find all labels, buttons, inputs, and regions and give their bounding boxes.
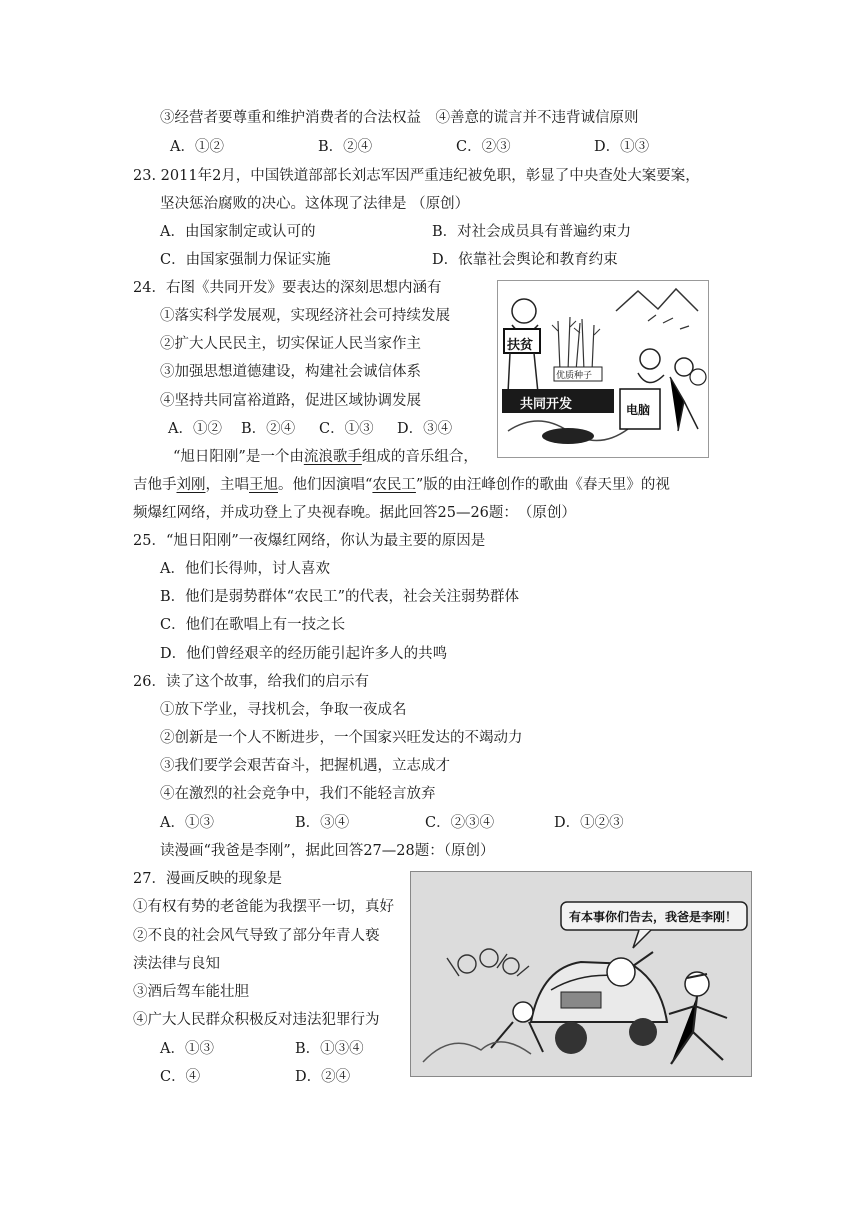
passage-text: ”版的由汪峰创作的歌曲《春天里》的视 <box>415 477 670 493</box>
passage-text: “旭日阳刚”是一个由 <box>173 449 304 465</box>
cartoon-label-seed: 优质种子 <box>556 371 593 381</box>
q25-option-a: A．他们长得帅，讨人喜欢 <box>160 561 330 577</box>
q27-option-d: D．②④ <box>295 1069 351 1085</box>
q27-option-a: A．①③ <box>160 1041 214 1057</box>
q27-item-1: ①有权有势的老爸能为我摆平一切，真好 <box>133 899 394 915</box>
q27-option-c: C．④ <box>160 1069 201 1085</box>
q23-option-d: D．依靠社会舆论和教育约束 <box>432 252 618 268</box>
q27-intro: 读漫画“我爸是李刚”，据此回答27—28题：（原创） <box>160 843 495 859</box>
q24-item-1: ①落实科学发展观，实现经济社会可持续发展 <box>160 308 450 324</box>
cartoon-label-computer: 电脑 <box>626 403 651 417</box>
q25-stem: 25．“旭日阳刚”一夜爆红网络，你认为最主要的原因是 <box>133 533 486 549</box>
q26-item-1: ①放下学业，寻找机会，争取一夜成名 <box>160 702 407 718</box>
q24-item-4: ④坚持共同富裕道路，促进区域协调发展 <box>160 393 421 409</box>
passage-text: 吉他手 <box>133 477 177 493</box>
q23-option-b: B．对社会成员具有普遍约束力 <box>432 224 632 240</box>
q23-option-c: C．由国家强制力保证实施 <box>160 252 331 268</box>
passage-underline: 农民工 <box>372 477 416 493</box>
q24-item-3: ③加强思想道德建设，构建社会诚信体系 <box>160 364 421 380</box>
passage-underline: 王旭 <box>249 477 278 493</box>
q27-item-2-cont: 渎法律与良知 <box>133 956 220 972</box>
passage-line2 <box>133 475 670 495</box>
passage-text: ，主唱 <box>205 477 249 493</box>
q25-option-d: D．他们曾经艰辛的经历能引起许多人的共鸣 <box>160 646 448 662</box>
q22-option-d: D．①③ <box>594 139 650 155</box>
cartoon-my-dad-is-ligang-drawing <box>411 872 751 1076</box>
passage-underline: 流浪歌手 <box>303 449 362 465</box>
q25-option-c: C．他们在歌唱上有一技之长 <box>160 617 346 633</box>
cartoon-joint-development <box>497 280 709 458</box>
passage-text: 组成的音乐组合， <box>361 449 478 465</box>
q26-stem: 26．读了这个故事，给我们的启示有 <box>133 674 369 690</box>
cartoon-title: 共同开发 <box>520 397 573 412</box>
passage-line3: 频爆红网络，并成功登上了央视春晚。据此回答25—26题： （原创） <box>133 505 576 521</box>
passage-underline: 刘刚 <box>176 477 206 493</box>
q24-option-d: D．③④ <box>397 421 453 437</box>
cartoon-my-dad-is-ligang <box>410 871 752 1077</box>
q26-item-4: ④在激烈的社会竞争中，我们不能轻言放弃 <box>160 786 436 802</box>
q22-option-a: A．①② <box>170 139 224 155</box>
passage-text: 。他们因演唱“ <box>278 477 373 493</box>
q26-option-b: B．③④ <box>295 815 350 831</box>
cartoon-label-poverty: 扶贫 <box>507 338 534 353</box>
q25-option-b: B．他们是弱势群体“农民工”的代表，社会关注弱势群体 <box>160 589 519 605</box>
q22-option-b: B．②④ <box>318 139 373 155</box>
q22-item-line: ③经营者要尊重和维护消费者的合法权益 ④善意的谎言并不违背诚信原则 <box>160 110 639 126</box>
q27-option-b: B．①③④ <box>295 1041 364 1057</box>
passage-line1 <box>173 447 478 467</box>
q23-stem-line2: 坚决惩治腐败的决心。这体现了法律是 （原创） <box>160 196 470 212</box>
q26-item-3: ③我们要学会艰苦奋斗，把握机遇，立志成才 <box>160 758 450 774</box>
q23-option-a: A．由国家制定或认可的 <box>160 224 316 240</box>
q24-option-c: C．①③ <box>319 421 374 437</box>
q24-item-2: ②扩大人民民主，切实保证人民当家作主 <box>160 336 421 352</box>
q26-option-c: C．②③④ <box>425 815 495 831</box>
q24-option-a: A．①② <box>168 421 222 437</box>
q23-stem-line1: 23. 2011年2月，中国铁道部部长刘志军因严重违纪被免职，彰显了中央查处大案要案， <box>133 168 700 184</box>
q26-item-2: ②创新是一个人不断进步，一个国家兴旺发达的不竭动力 <box>160 730 523 746</box>
q26-option-d: D．①②③ <box>554 815 624 831</box>
cartoon-speech-bubble: 有本事你们告去，我爸是李刚！ <box>569 910 738 924</box>
q24-stem: 24．右图《共同开发》要表达的深刻思想内涵有 <box>133 280 442 296</box>
q27-item-2: ②不良的社会风气导致了部分年青人亵 <box>133 928 380 944</box>
q27-item-4: ④广大人民群众积极反对违法犯罪行为 <box>133 1012 380 1028</box>
cartoon-joint-development-drawing <box>498 281 708 457</box>
q27-stem: 27．漫画反映的现象是 <box>133 871 282 887</box>
q27-item-3: ③酒后驾车能壮胆 <box>133 984 249 1000</box>
q26-option-a: A．①③ <box>160 815 214 831</box>
q22-option-c: C．②③ <box>456 139 511 155</box>
q24-option-b: B．②④ <box>241 421 296 437</box>
